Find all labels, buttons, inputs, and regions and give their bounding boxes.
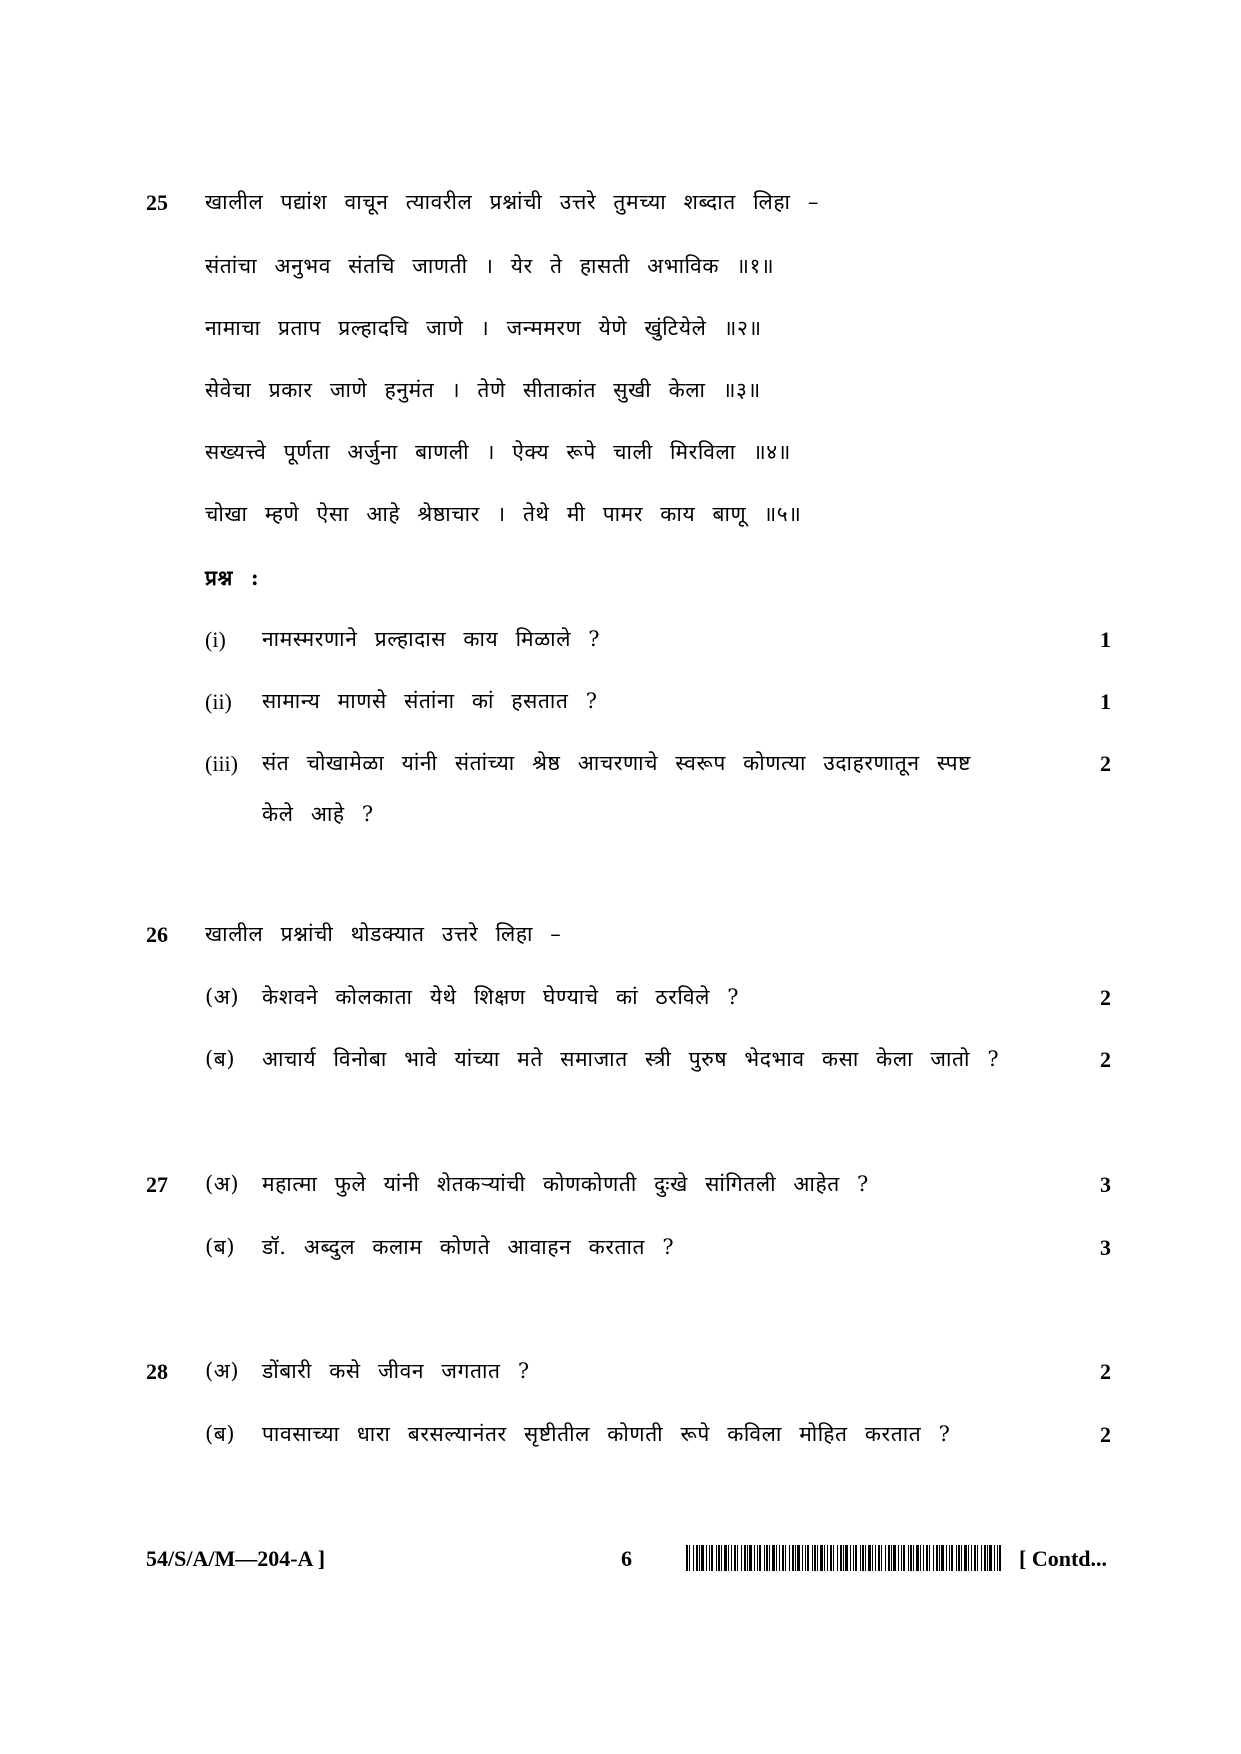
q26-sub-a-text: केशवने कोलकाता येथे शिक्षण घेण्याचे कां ठरविले ?: [262, 985, 740, 1009]
q25-sub-i-marks: 1: [1100, 627, 1111, 652]
poem-line-4: सख्यत्त्वे पूर्णता अर्जुना बाणली । ऐक्य रूपे चाली मिरविला ॥४॥: [205, 440, 791, 464]
q27-sub-a-text: महात्मा फुले यांनी शेतकऱ्यांची कोणकोणती दुःखे सांगितली आहेत ?: [262, 1172, 869, 1196]
q26-number: 26: [146, 922, 168, 947]
q25-sub-iii-label: (iii): [205, 751, 238, 776]
q25-sub-ii-label: (ii): [205, 689, 232, 714]
q27-sub-a-label: (अ): [205, 1172, 240, 1196]
q27-sub-a-marks: 3: [1100, 1172, 1111, 1197]
q26-sub-a-marks: 2: [1100, 985, 1111, 1010]
q25-sub-ii-text: सामान्य माणसे संतांना कां हसतात ?: [262, 689, 598, 713]
prashna-label: प्रश्न :: [205, 565, 260, 590]
q26-instruction: खालील प्रश्नांची थोडक्यात उत्तरे लिहा –: [205, 922, 562, 946]
barcode-image: [686, 1545, 1006, 1571]
q25-sub-iii-text-cont: केले आहे ?: [262, 802, 374, 826]
q26-sub-b-marks: 2: [1100, 1047, 1111, 1072]
q25-sub-iii-text: संत चोखामेळा यांनी संतांच्या श्रेष्ठ आचरणाचे स्वरूप कोणत्या उदाहरणातून स्पष्ट: [262, 751, 972, 775]
q27-number: 27: [146, 1172, 168, 1197]
q27-sub-b-marks: 3: [1100, 1235, 1111, 1260]
q28-number: 28: [146, 1359, 168, 1384]
q28-sub-a-text: डोंबारी कसे जीवन जगतात ?: [262, 1359, 530, 1383]
q26-sub-b-label: (ब): [205, 1047, 236, 1071]
q28-sub-b-label: (ब): [205, 1422, 236, 1446]
paper-code: 54/S/A/M—204-A ]: [146, 1546, 326, 1571]
q25-instruction: खालील पद्यांश वाचून त्यावरील प्रश्नांची उत्तरे तुमच्या शब्दात लिहा –: [205, 190, 819, 214]
page-number: 6: [621, 1546, 632, 1571]
poem-line-2: नामाचा प्रताप प्रल्हादचि जाणे । जन्ममरण येणे खुंटियेले ॥२॥: [205, 316, 762, 340]
contd-label: [ Contd...: [1019, 1546, 1108, 1571]
q26-sub-b-text: आचार्य विनोबा भावे यांच्या मते समाजात स्त्री पुरुष भेदभाव कसा केला जातो ?: [262, 1047, 1000, 1071]
poem-line-5: चोखा म्हणे ऐसा आहे श्रेष्ठाचार । तेथे मी पामर काय बाणू ॥५॥: [205, 502, 802, 526]
q28-sub-b-text: पावसाच्या धारा बरसल्यानंतर सृष्टीतील कोणती रूपे कविला मोहित करतात ?: [262, 1422, 951, 1446]
q28-sub-a-marks: 2: [1100, 1359, 1111, 1384]
q25-sub-i-text: नामस्मरणाने प्रल्हादास काय मिळाले ?: [262, 627, 601, 651]
q28-sub-a-label: (अ): [205, 1359, 240, 1383]
q27-sub-b-label: (ब): [205, 1235, 236, 1259]
poem-line-3: सेवेचा प्रकार जाणे हनुमंत । तेणे सीताकांत सुखी केला ॥३॥: [205, 378, 761, 402]
poem-line-1: संतांचा अनुभव संतचि जाणती । येर ते हासती अभाविक ॥१॥: [205, 254, 775, 278]
q28-sub-b-marks: 2: [1100, 1422, 1111, 1447]
q25-number: 25: [146, 190, 168, 215]
q25-sub-iii-marks: 2: [1100, 751, 1111, 776]
q26-sub-a-label: (अ): [205, 985, 240, 1009]
q27-sub-b-text: डॉ. अब्दुल कलाम कोणते आवाहन करतात ?: [262, 1235, 675, 1259]
q25-sub-i-label: (i): [205, 627, 226, 652]
q25-sub-ii-marks: 1: [1100, 689, 1111, 714]
